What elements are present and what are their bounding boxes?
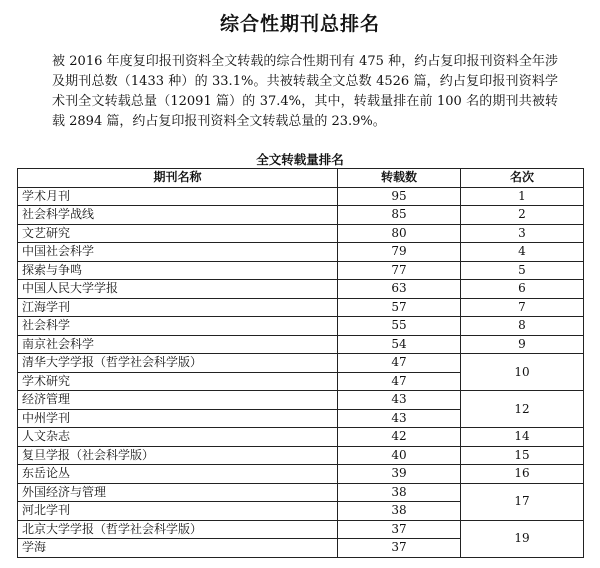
reprint-count-cell: 80 bbox=[338, 224, 461, 243]
rank-cell: 9 bbox=[461, 335, 584, 354]
reprint-count-cell: 55 bbox=[338, 317, 461, 336]
table-row bbox=[18, 391, 584, 410]
reprint-count-cell: 39 bbox=[338, 465, 461, 484]
table-caption: 全文转载量排名 bbox=[256, 152, 344, 167]
journal-name-cell: 学术月刊 bbox=[18, 187, 338, 206]
rank-cell: 17 bbox=[461, 483, 584, 520]
table-header-row bbox=[18, 169, 584, 188]
reprint-count-cell: 54 bbox=[338, 335, 461, 354]
rank-cell: 14 bbox=[461, 428, 584, 447]
journal-name-cell: 外国经济与管理 bbox=[18, 483, 338, 502]
journal-name-cell: 经济管理 bbox=[18, 391, 338, 410]
reprint-count-cell: 47 bbox=[338, 372, 461, 391]
journal-name-cell: 中国人民大学学报 bbox=[18, 280, 338, 299]
reprint-count-cell: 47 bbox=[338, 354, 461, 373]
reprint-count-cell: 40 bbox=[338, 446, 461, 465]
journal-name-cell: 探索与争鸣 bbox=[18, 261, 338, 280]
reprint-count-cell: 37 bbox=[338, 520, 461, 539]
intro-paragraph bbox=[52, 52, 558, 132]
table-row bbox=[18, 483, 584, 502]
rank-cell: 8 bbox=[461, 317, 584, 336]
page-title: 综合性期刊总排名 bbox=[219, 13, 380, 35]
reprint-count-cell: 63 bbox=[338, 280, 461, 299]
table-row bbox=[18, 243, 584, 262]
table-row bbox=[18, 224, 584, 243]
reprint-count-cell: 38 bbox=[338, 502, 461, 521]
reprint-count-cell: 42 bbox=[338, 428, 461, 447]
rank-cell: 6 bbox=[461, 280, 584, 299]
table-row bbox=[18, 520, 584, 539]
table-body bbox=[18, 187, 584, 557]
journal-name-cell: 社会科学 bbox=[18, 317, 338, 336]
rank-cell: 10 bbox=[461, 354, 584, 391]
journal-name-cell: 北京大学学报（哲学社会科学版） bbox=[18, 520, 338, 539]
journal-name-cell: 人文杂志 bbox=[18, 428, 338, 447]
intro-text: 被 2016 年度复印报刊资料全文转载的综合性期刊有 475 种，约占复印报刊资料全年涉及期刊总数（1433 种）的 33.1%。共被转载全文总数 4526 篇，约占复印报刊资料学术刊全文转载总量（12091 篇）的 37.4%，其中，转载量排在前 100 名的期刊共被转载 2894 篇，约占复印报刊资料全文转载总量的 23.9%。 bbox=[52, 54, 558, 129]
reprint-count-cell: 77 bbox=[338, 261, 461, 280]
journal-name-cell: 学海 bbox=[18, 539, 338, 558]
table-row bbox=[18, 446, 584, 465]
reprint-count-cell: 43 bbox=[338, 409, 461, 428]
reprint-count-cell: 38 bbox=[338, 483, 461, 502]
rank-cell: 3 bbox=[461, 224, 584, 243]
table-row bbox=[18, 298, 584, 317]
header-journal-name: 期刊名称 bbox=[18, 169, 338, 188]
rank-cell: 7 bbox=[461, 298, 584, 317]
table-row bbox=[18, 261, 584, 280]
table-row bbox=[18, 280, 584, 299]
rank-cell: 5 bbox=[461, 261, 584, 280]
table-row bbox=[18, 317, 584, 336]
journal-name-cell: 学术研究 bbox=[18, 372, 338, 391]
rank-cell: 16 bbox=[461, 465, 584, 484]
reprint-count-cell: 95 bbox=[338, 187, 461, 206]
reprint-count-cell: 85 bbox=[338, 206, 461, 225]
rank-cell: 1 bbox=[461, 187, 584, 206]
reprint-count-cell: 79 bbox=[338, 243, 461, 262]
journal-name-cell: 河北学刊 bbox=[18, 502, 338, 521]
journal-name-cell: 江海学刊 bbox=[18, 298, 338, 317]
header-reprint-count: 转载数 bbox=[338, 169, 461, 188]
table-row bbox=[18, 335, 584, 354]
rank-cell: 15 bbox=[461, 446, 584, 465]
table-row bbox=[18, 428, 584, 447]
reprint-count-cell: 57 bbox=[338, 298, 461, 317]
header-rank: 名次 bbox=[461, 169, 584, 188]
table-row bbox=[18, 206, 584, 225]
rank-cell: 19 bbox=[461, 520, 584, 557]
rank-cell: 4 bbox=[461, 243, 584, 262]
journal-name-cell: 东岳论丛 bbox=[18, 465, 338, 484]
journal-name-cell: 文艺研究 bbox=[18, 224, 338, 243]
table-row bbox=[18, 465, 584, 484]
ranking-table bbox=[17, 168, 584, 558]
table-row bbox=[18, 354, 584, 373]
journal-name-cell: 复旦学报（社会科学版） bbox=[18, 446, 338, 465]
reprint-count-cell: 37 bbox=[338, 539, 461, 558]
journal-name-cell: 南京社会科学 bbox=[18, 335, 338, 354]
table-row bbox=[18, 187, 584, 206]
reprint-count-cell: 43 bbox=[338, 391, 461, 410]
journal-name-cell: 中州学刊 bbox=[18, 409, 338, 428]
rank-cell: 2 bbox=[461, 206, 584, 225]
journal-name-cell: 中国社会科学 bbox=[18, 243, 338, 262]
journal-name-cell: 清华大学学报（哲学社会科学版） bbox=[18, 354, 338, 373]
journal-name-cell: 社会科学战线 bbox=[18, 206, 338, 225]
rank-cell: 12 bbox=[461, 391, 584, 428]
